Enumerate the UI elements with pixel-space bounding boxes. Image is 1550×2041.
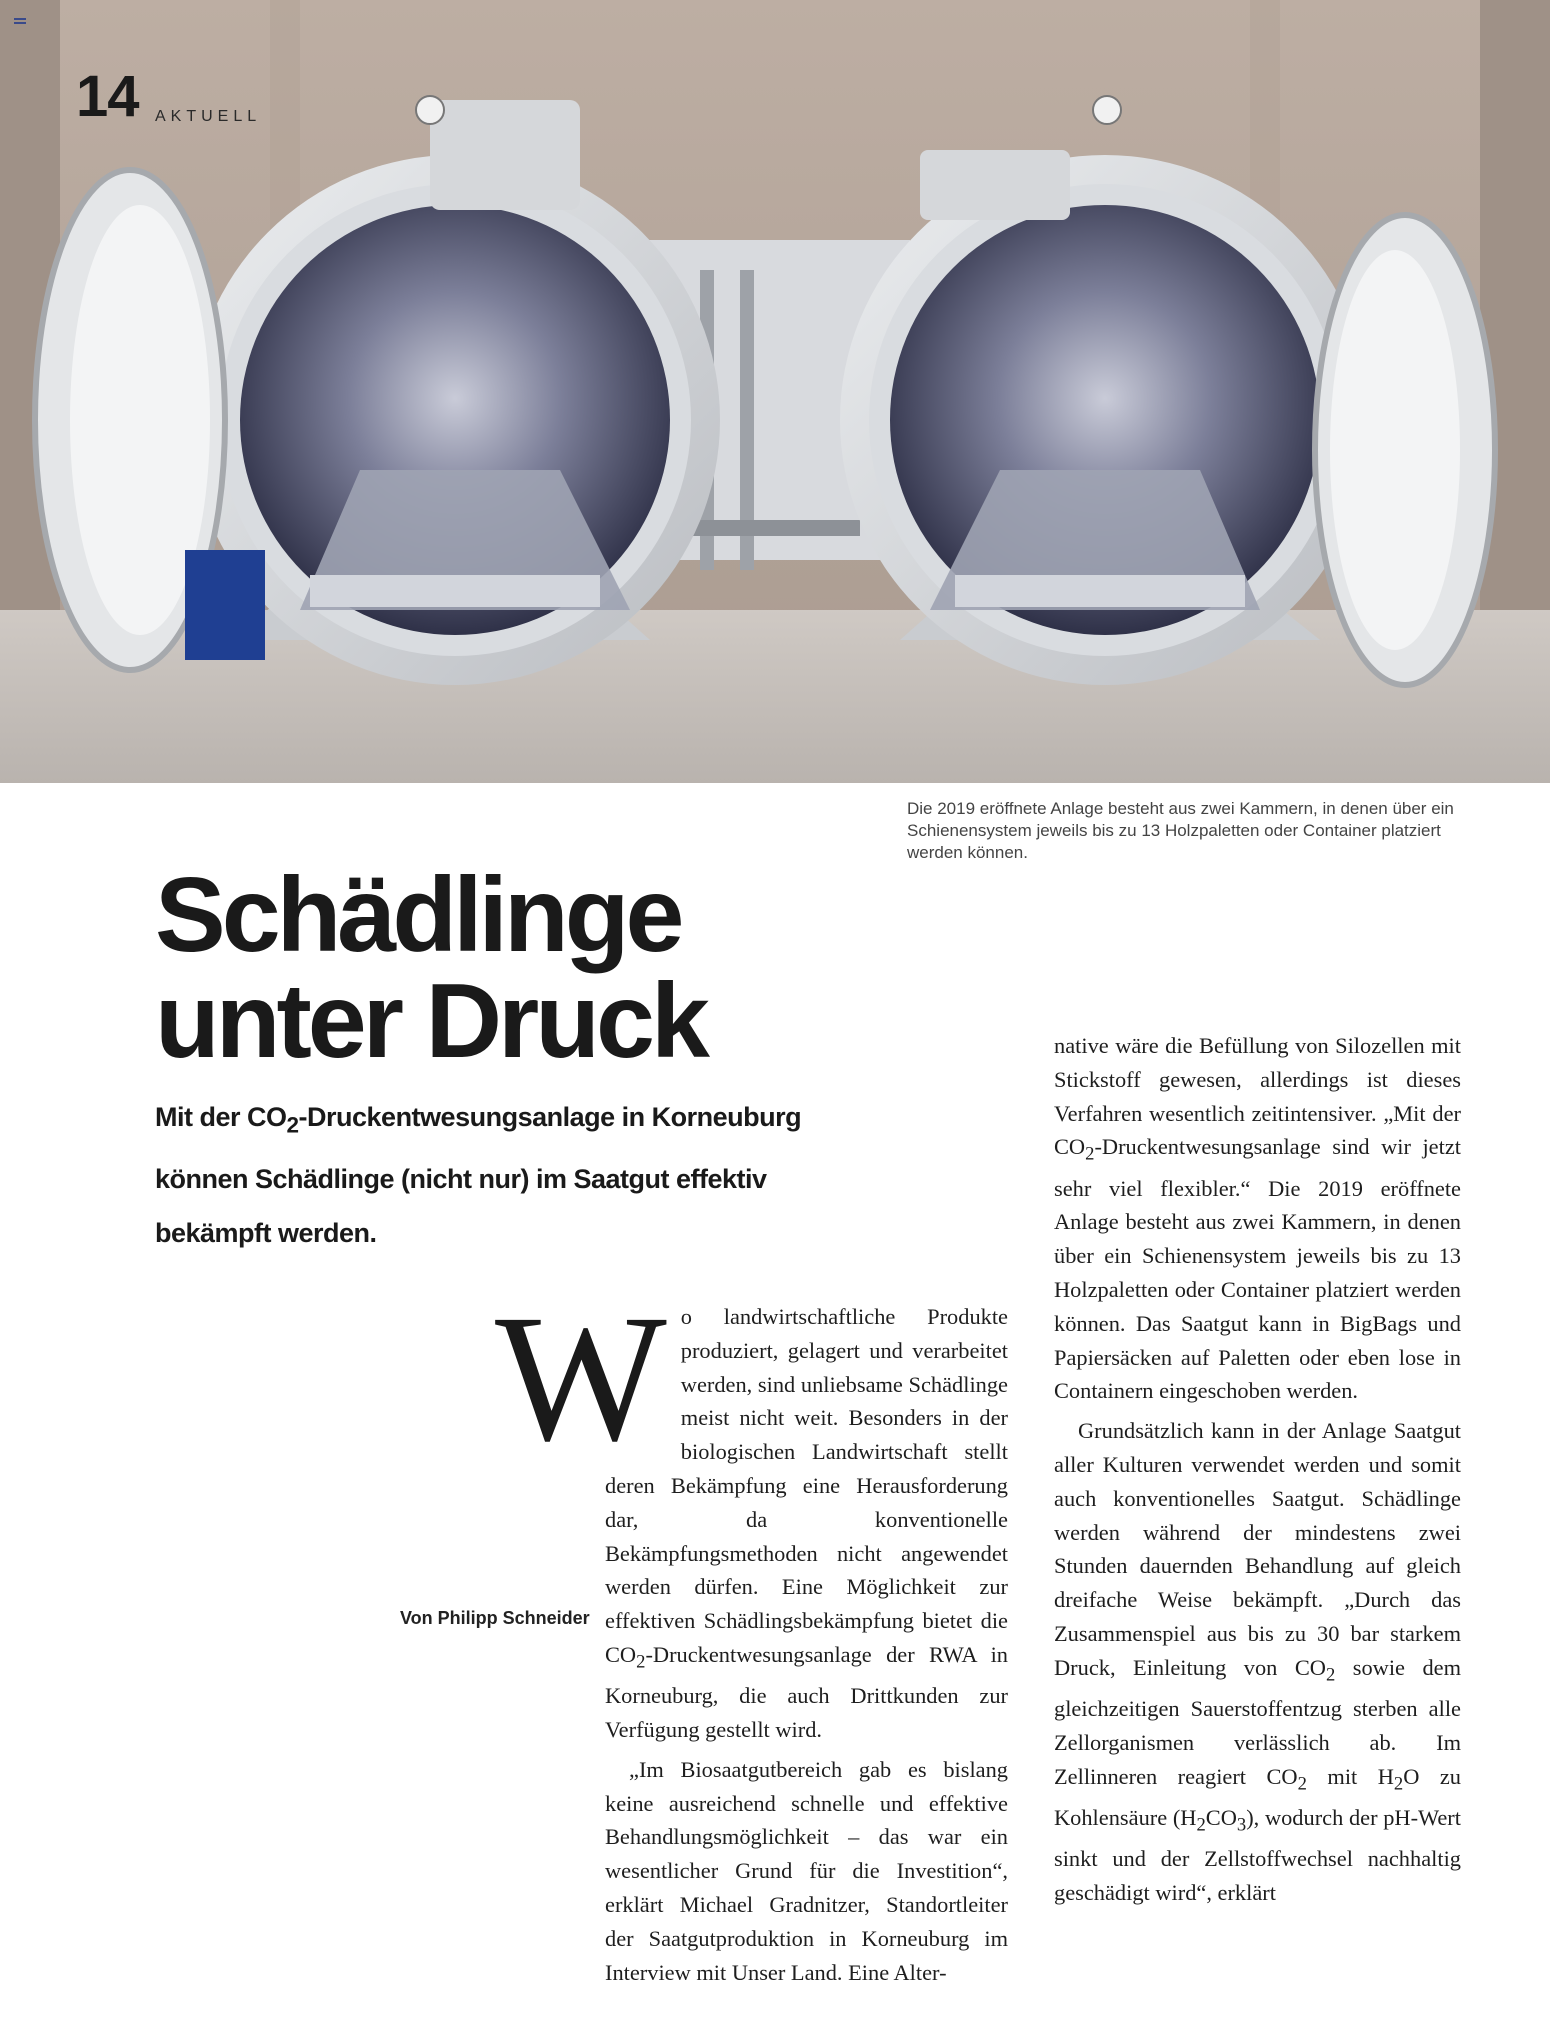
paragraph: native wäre die Befüllung von Silozellen mit Stickstoff gewesen, allerdings ist dieses Verfahren wesentlich zeitintensiver. „Mit der $CO_2$-Druckentwesungsanlage sind wir jetzt sehr viel flexibler.“ Die 2019 eröffnete Anlage besteht aus zwei Kammern, in denen über ein Schienensystem jeweils bis zu 13 Holzpaletten oder Container platziert werden können. Das Saatgut kann in BigBags und Papiersäcken auf Paletten oder eben lose in Containern eingeschoben werden. (1054, 1033, 1461, 1404)
paragraph: Wo landwirtschaftliche Produkte produziert, gelagert und verarbeitet werden, sind unliebsame Schädlinge meist nicht weit. Besonders in der biologischen Landwirtschaft stellt deren Bekämpfung eine Herausforderung dar, da konventionelle Bekämpfungsmethoden nicht angewendet werden dürfen. Eine Möglichkeit zur effektiven Schädlingsbekämpfung bietet die $CO_2$-Druckentwesungsanlage der RWA in Korneuburg, die auch Drittkunden zur Verfügung gestellt wird. (495, 1278, 1008, 1743)
headline (155, 856, 875, 1080)
menu-icon[interactable] (14, 18, 26, 28)
paragraph: „Im Biosaatgutbereich gab es bislang keine ausreichend schnelle und effektive Behandlungsmöglichkeit – das war ein wesentlicher Grund für die Investition“, erklärt Michael Gradnitzer, Standortleiter der Saatgutproduktion in Korneuburg im Interview mit Unser Land. Eine Alter- (605, 1756, 1008, 1985)
drop-cap: W (495, 1278, 667, 1479)
page-number: 14 (76, 64, 139, 129)
paragraph: Grundsätzlich kann in der Anlage Saatgut aller Kulturen verwendet werden und somit auch konventionelles Saatgut. Schädlinge werden während der mindestens zwei Stunden dauernden Behandlung auf gleich dreifache Weise bekämpft. „Durch das Zusammenspiel aus bis zu 30 bar starkem Druck, Einleitung von $CO_2$ sowie dem gleichzeitigen Sauerstoffentzug sterben alle Zellorganismen verlässlich ab. Im Zellinneren reagiert $CO_2$ mit $H_2O$ zu Kohlensäure $(H_2CO_3)$, wodurch der pH-Wert sinkt und der Zellstoffwechsel nachhaltig geschädigt wird“, erklärt (1054, 1418, 1462, 1905)
section-label: AKTUELL (155, 108, 262, 125)
photo-caption: Die 2019 eröffnete Anlage besteht aus zwei Kammern, in denen über ein Schienensystem jeweils bis zu 13 Holzpaletten oder Container platziert werden können. (907, 799, 1454, 862)
headline-line-1: Schädlinge (155, 856, 681, 974)
article-column-2 (1054, 1029, 1461, 1910)
subheadline: Mit der $CO_2$-Druckentwesungsanlage in Korneuburg können Schädlinge (nicht nur) im Saatgut effektiv bekämpft werden. (155, 1102, 802, 1249)
byline: Von Philipp Schneider (400, 1608, 590, 1628)
headline-line-2: unter Druck (155, 962, 706, 1080)
